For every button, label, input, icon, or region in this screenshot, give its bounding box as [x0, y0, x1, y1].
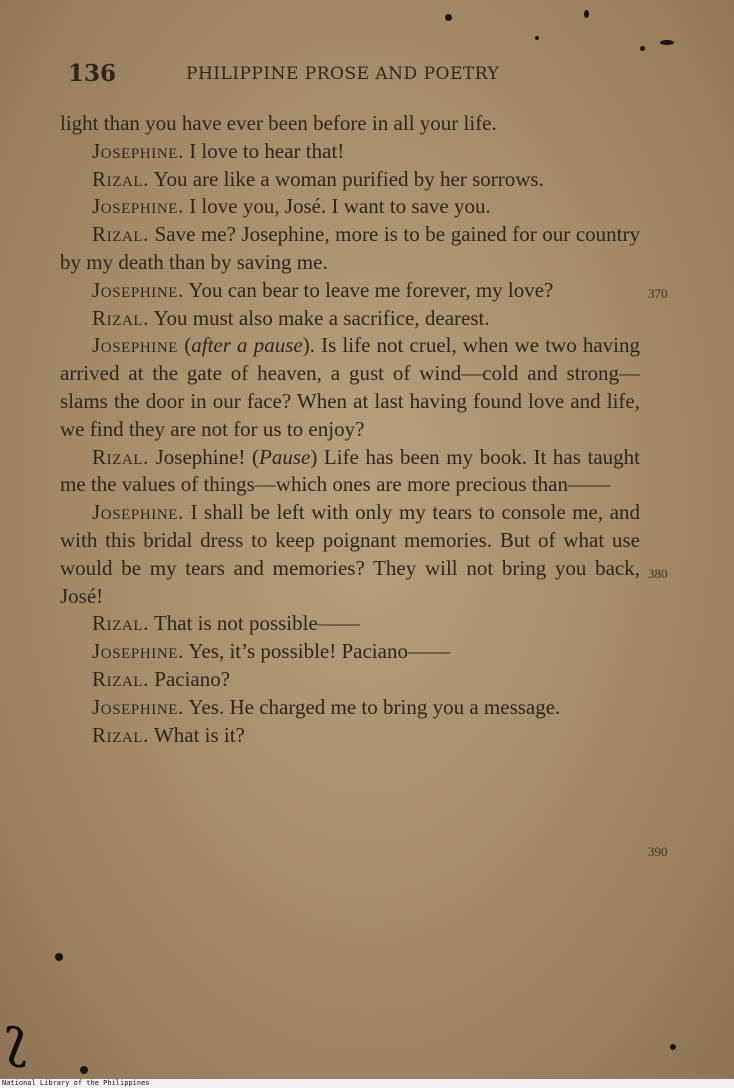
speaker-label: Josephine.: [92, 194, 184, 219]
paragraph-0: light than you have ever been before in all your life.: [60, 111, 497, 135]
ink-spot: [660, 40, 674, 45]
paragraph-5: Josephine. You can bear to leave me forever, my love?: [92, 277, 554, 302]
footer-credit: National Library of the Philippines: [0, 1079, 734, 1088]
paragraph-6: Rizal. You must also make a sacrifice, dearest.: [92, 305, 490, 330]
paragraph-14: Rizal. What is it?: [92, 722, 245, 747]
ink-mark-icon: ʅ: [0, 1003, 35, 1070]
speaker-label: Rizal.: [92, 666, 150, 691]
ink-spot: [640, 46, 645, 51]
paragraph-12: Rizal. Paciano?: [92, 666, 231, 691]
speaker-label: Rizal.: [92, 444, 150, 469]
speaker-label: Josephine: [92, 333, 179, 358]
line-number-390: 390: [648, 844, 668, 859]
paragraph-10: Rizal. That is not possible——: [92, 611, 360, 636]
page-number: 136: [68, 60, 117, 87]
ink-spot: [670, 1044, 676, 1050]
speaker-label: Josephine.: [92, 277, 184, 302]
paragraph-4: Rizal. Save me? Josephine, more is to be gained for our country by my death than by saving me.: [60, 222, 640, 274]
running-title: PHILIPPINE PROSE AND POETRY: [186, 64, 500, 84]
ink-spot: [55, 953, 63, 961]
speaker-label: Josephine.: [92, 694, 184, 719]
speaker-label: Josephine.: [92, 639, 184, 664]
paragraph-13: Josephine. Yes. He charged me to bring you a message.: [92, 694, 561, 719]
speaker-label: Josephine.: [92, 138, 184, 163]
ink-spot: [535, 36, 539, 40]
speaker-label: Rizal.: [92, 722, 150, 747]
paragraph-8: Rizal. Josephine! (Pause) Life has been my book. It has taught me the values of things—which ones are more precious than——: [60, 444, 641, 497]
speaker-label: Rizal.: [92, 222, 150, 247]
ink-spot: [80, 1066, 88, 1074]
paragraph-1: Josephine. I love to hear that!: [92, 138, 345, 163]
paragraph-2: Rizal. You are like a woman purified by her sorrows.: [92, 166, 544, 191]
line-number-370: 370: [648, 286, 668, 301]
speaker-label: Rizal.: [92, 611, 150, 636]
page-header: [68, 60, 648, 90]
stage-direction: Pause: [259, 444, 311, 469]
ink-spot: [584, 10, 589, 18]
paragraph-3: Josephine. I love you, José. I want to save you.: [92, 194, 491, 219]
page-body: [60, 110, 640, 749]
paragraph-11: Josephine. Yes, it’s possible! Paciano——: [92, 639, 450, 664]
stage-direction: after a pause: [191, 333, 303, 358]
line-number-380: 380: [648, 566, 668, 581]
paragraph-9: Josephine. I shall be left with only my tears to console me, and with this bridal dress to keep poignant memories. But of what use would be my tears and memories? They will not bring you back, José!: [60, 500, 640, 608]
ink-spot: [445, 14, 452, 21]
speaker-label: Rizal.: [92, 166, 150, 191]
speaker-label: Rizal.: [92, 305, 150, 330]
paragraph-7: Josephine (after a pause). Is life not cruel, when we two having arrived at the gate of heaven, a gust of wind—cold and strong—slams the door in our face? When at last having found love and life, we find they are not for us to enjoy?: [60, 333, 641, 441]
speaker-label: Josephine.: [92, 500, 184, 525]
